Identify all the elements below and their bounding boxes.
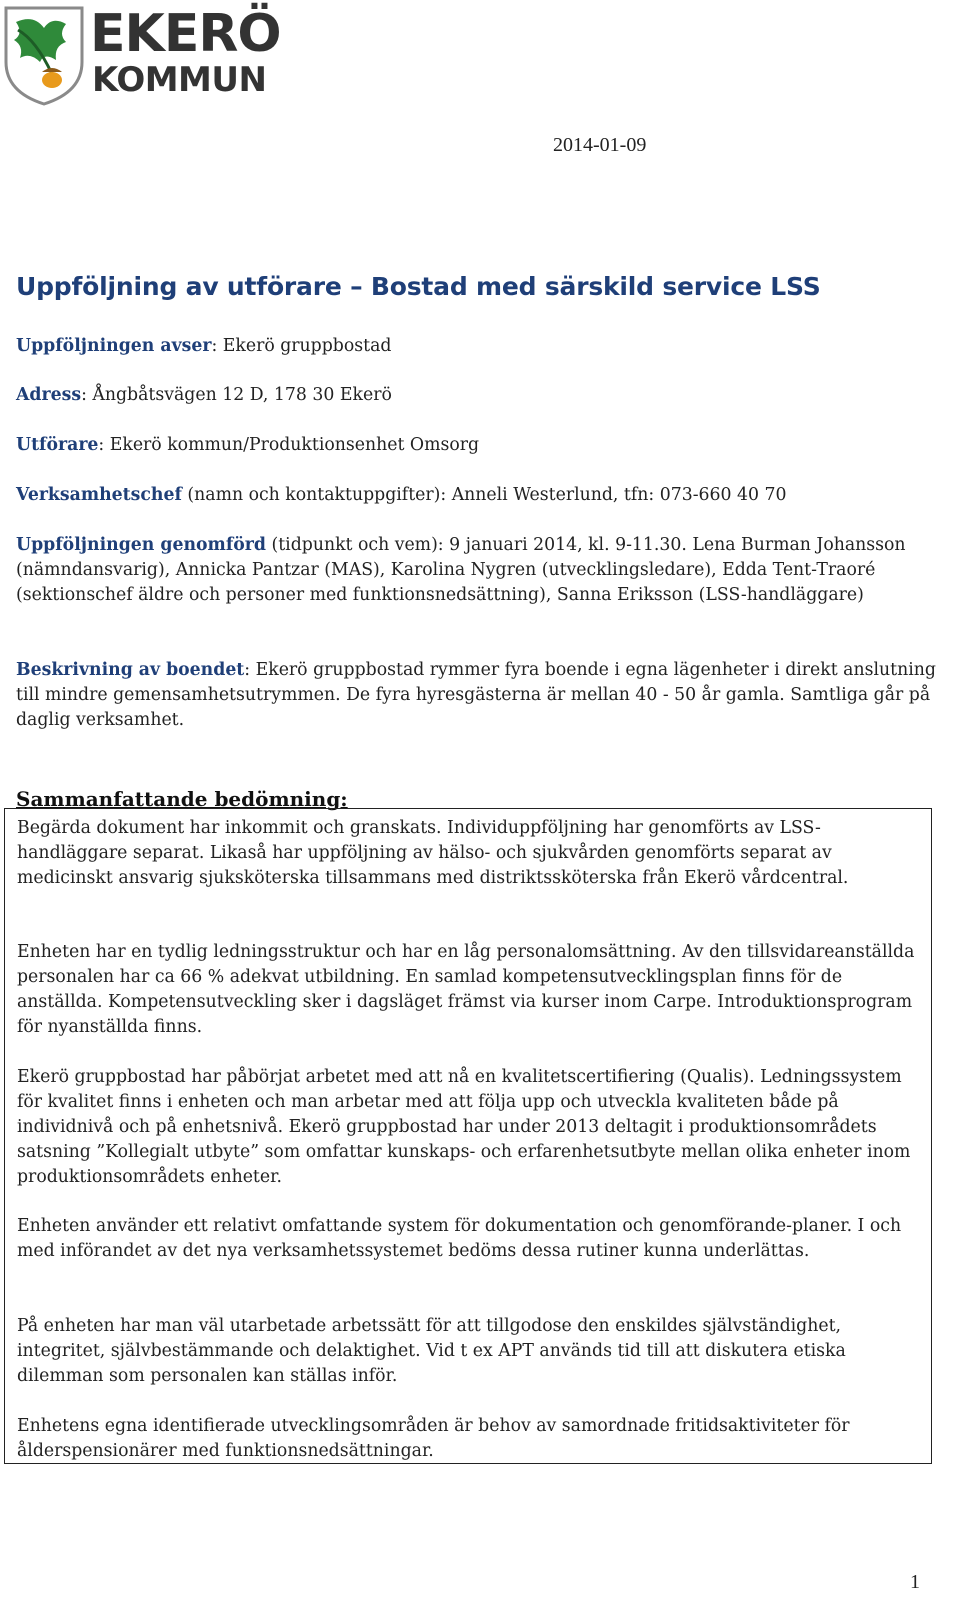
field-label: Beskrivning av boendet: [16, 660, 245, 680]
summary-paragraph: Begärda dokument har inkommit och granskats. Individuppföljning har genomförts av LSS-handläggare separat. Likaså har uppföljning av hälso- och sjukvården genomförts separat av medicinskt ansvarig sjuksköterska tillsammans med distriktssköterska från Ekerö vårdcentral.: [17, 818, 849, 888]
oak-leaf-shield-icon: [0, 0, 88, 108]
field-value: (tidpunkt och vem): 9 januari 2014, kl. 9-11.30. Lena Burman Johansson (nämndansvarig), Annicka Pantzar (MAS), Karolina Nygren (utvecklingsledare), Edda Tent-Traoré (sektionschef äldre och personer med funktionsnedsättning), Sanna Eriksson (LSS-handläggare): [16, 535, 906, 605]
logo-text-ekero: EKERÖ: [90, 4, 281, 64]
field-verksamhetschef: [16, 483, 786, 508]
summary-paragraph: Enhetens egna identifierade utvecklingsområden är behov av samordnade fritidsaktiviteter för ålderspensionärer med funktionsnedsättningar.: [17, 1416, 850, 1461]
field-uppfoljningen-avser: [16, 334, 391, 359]
field-beskrivning-av-boendet: [16, 658, 936, 733]
field-label: Uppföljningen avser: [16, 336, 212, 356]
field-value: : Ekerö gruppbostad rymmer fyra boende i egna lägenheter i direkt anslutning till mindre gemensamhetsutrymmen. De fyra hyresgästerna är mellan 40 - 50 år gamla. Samtliga går på daglig verksamhet.: [16, 660, 936, 730]
field-label: Adress: [16, 385, 82, 405]
summary-paragraph: Enheten använder ett relativt omfattande system för dokumentation och genomförande-planer. I och med införandet av det nya verksamhetssystemet bedöms dessa rutiner kunna underlättas.: [17, 1216, 902, 1261]
summary-paragraph: Enheten har en tydlig ledningsstruktur och har en låg personalomsättning. Av den tillsvidareanställda personalen har ca 66 % adekvat utbildning. En samlad kompetensutvecklingsplan finns för de anställda. Kompetensutveckling sker i dagsläget främst via kurser inom Carpe. Introduktionsprogram för nyanställda finns.: [17, 942, 915, 1037]
field-label: Utförare: [16, 435, 99, 455]
field-utforare: [16, 433, 479, 458]
document-title: Uppföljning av utförare – Bostad med särskild service LSS: [16, 272, 821, 301]
summary-paragraph: Ekerö gruppbostad har påbörjat arbetet med att nå en kvalitetscertifiering (Qualis). Ledningssystem för kvalitet finns i enheten och man arbetar med att följa upp och utveckla kvaliteten både på individnivå och på enhetsnivå. Ekerö gruppbostad har under 2013 deltagit i produktionsområdets satsning ”Kollegialt utbyte” som omfattar kunskaps- och erfarenhetsutbyte mellan olika enheter inom produktionsområdets enheter.: [17, 1067, 911, 1187]
field-adress: [16, 383, 392, 408]
summary-paragraph: På enheten har man väl utarbetade arbetssätt för att tillgodose den enskildes självständighet, integritet, självbestämmande och delaktighet. Vid t ex APT används tid till att diskutera etiska dilemman som personalen kan ställas inför.: [17, 1316, 846, 1386]
logo-text-kommun: KOMMUN: [92, 60, 267, 100]
field-label: Uppföljningen genomförd: [16, 535, 266, 555]
field-value: : Ekerö kommun/Produktionsenhet Omsorg: [98, 435, 480, 455]
field-label: Verksamhetschef: [16, 485, 182, 505]
page-number: 1: [910, 1571, 920, 1593]
field-uppfoljningen-genomford: [16, 533, 936, 608]
field-value: (namn och kontaktuppgifter): Anneli Westerlund, tfn: 073-660 40 70: [181, 485, 787, 505]
summary-heading: Sammanfattande bedömning:: [16, 787, 348, 811]
field-value: : Ekerö gruppbostad: [211, 336, 392, 356]
summary-box: [4, 808, 932, 1464]
field-value: : Ångbåtsvägen 12 D, 178 30 Ekerö: [81, 385, 392, 405]
ekero-kommun-logo: [0, 0, 290, 112]
document-date: 2014-01-09: [553, 134, 647, 156]
